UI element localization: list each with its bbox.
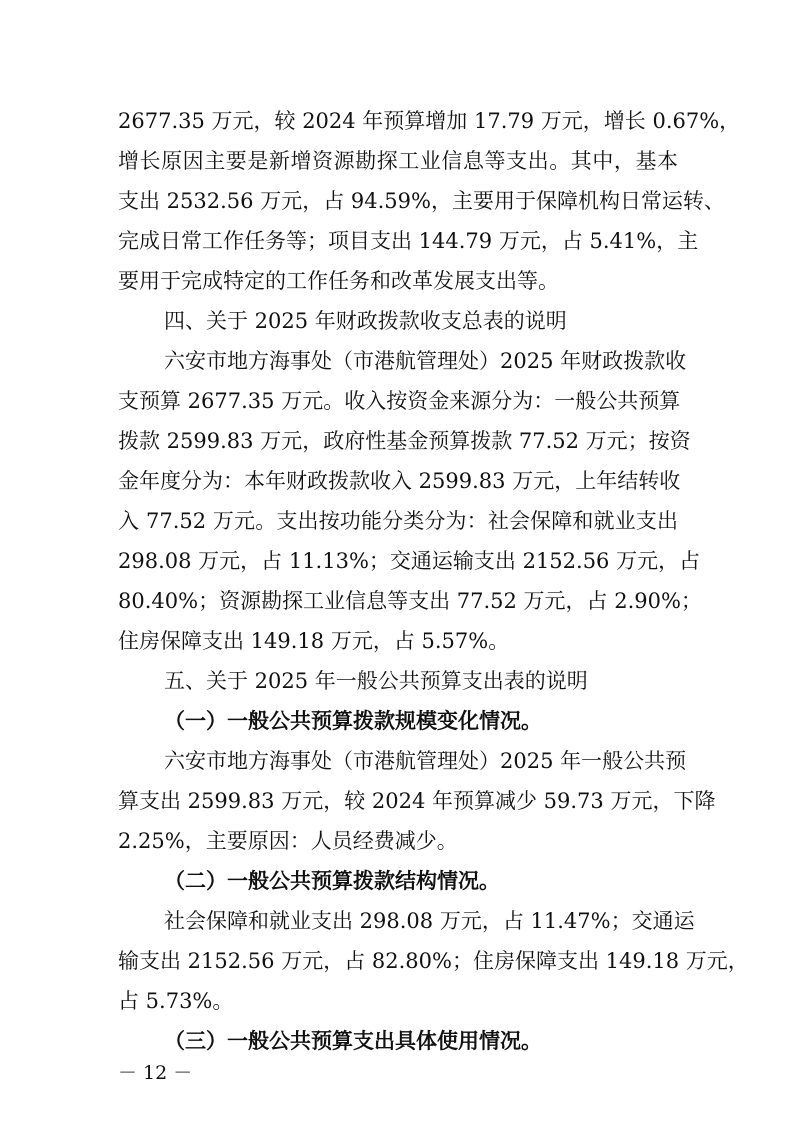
- paragraph-line: 算支出 2599.83 万元，较 2024 年预算减少 59.73 万元，下降: [118, 789, 716, 813]
- paragraph-line: 住房保障支出 149.18 万元，占 5.57%。: [118, 629, 510, 653]
- paragraph-line: 要用于完成特定的工作任务和改革发展支出等。: [118, 269, 559, 293]
- paragraph-line: 占 5.73%。: [118, 989, 234, 1013]
- paragraph-line: 拨款 2599.83 万元，政府性基金预算拨款 77.52 万元；按资: [118, 429, 691, 453]
- subheading-1: （一）一般公共预算拨款规模变化情况。: [164, 708, 542, 733]
- section-heading-5: 五、关于 2025 年一般公共预算支出表的说明: [164, 669, 588, 693]
- paragraph-line: 输支出 2152.56 万元，占 82.80%；住房保障支出 149.18 万元，: [118, 949, 749, 973]
- paragraph-line: 增长原因主要是新增资源勘探工业信息等支出。其中，基本: [118, 149, 678, 173]
- paragraph-line: 金年度分为：本年财政拨款收入 2599.83 万元，上年结转收: [118, 469, 681, 493]
- paragraph-line: 社会保障和就业支出 298.08 万元，占 11.47%；交通运: [164, 909, 695, 933]
- paragraph-line: 支预算 2677.35 万元。收入按资金来源分为：一般公共预算: [118, 389, 681, 413]
- subheading-3: （三）一般公共预算支出具体使用情况。: [164, 1028, 542, 1053]
- paragraph-line: 支出 2532.56 万元，占 94.59%，主要用于保障机构日常运转、: [118, 189, 725, 213]
- paragraph-line: 六安市地方海事处（市港航管理处）2025 年财政拨款收: [164, 349, 687, 373]
- page-number: － 12 －: [118, 1062, 193, 1084]
- paragraph-line: 完成日常工作任务等；项目支出 144.79 万元，占 5.41%，主: [118, 229, 699, 253]
- subheading-2: （二）一般公共预算拨款结构情况。: [164, 868, 500, 893]
- paragraph-line: 80.40%；资源勘探工业信息等支出 77.52 万元，占 2.90%；: [118, 589, 702, 613]
- paragraph-line: 2.25%，主要原因：人员经费减少。: [118, 829, 458, 853]
- paragraph-line: 六安市地方海事处（市港航管理处）2025 年一般公共预: [164, 749, 687, 773]
- paragraph-line: 入 77.52 万元。支出按功能分类分为：社会保障和就业支出: [118, 509, 678, 533]
- paragraph-line: 2677.35 万元，较 2024 年预算增加 17.79 万元，增长 0.67%，: [118, 109, 741, 133]
- section-heading-4: 四、关于 2025 年财政拨款收支总表的说明: [164, 309, 567, 333]
- paragraph-line: 298.08 万元，占 11.13%；交通运输支出 2152.56 万元，占: [118, 549, 701, 573]
